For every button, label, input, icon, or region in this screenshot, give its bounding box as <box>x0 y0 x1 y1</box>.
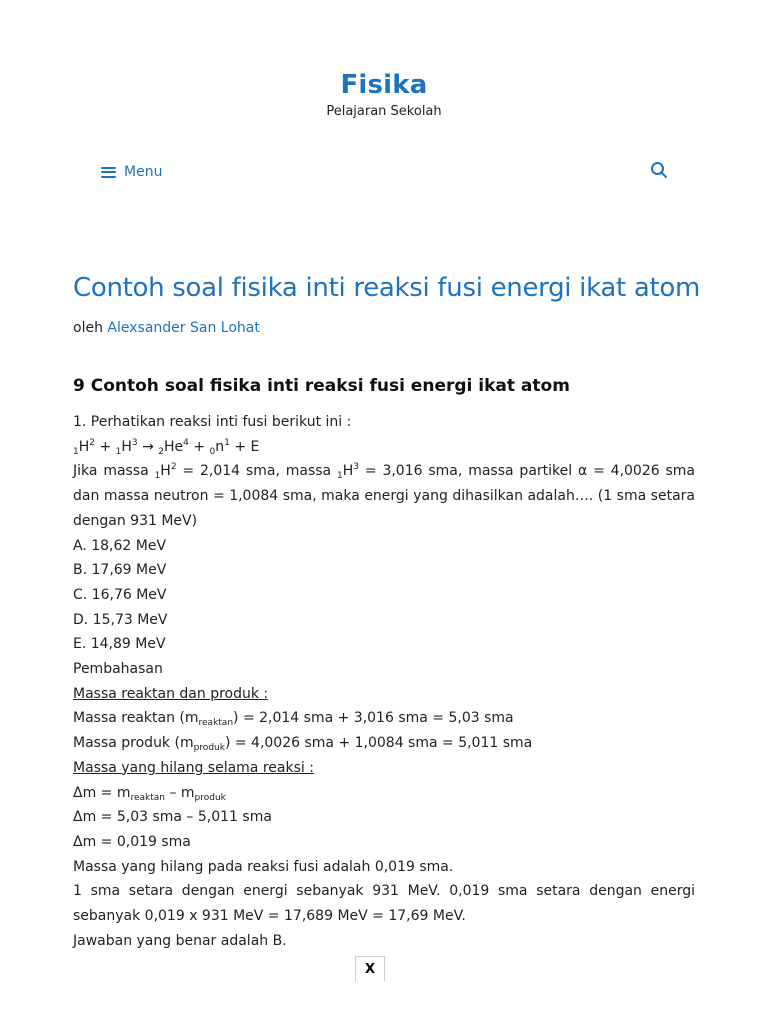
option-e: E. 14,89 MeV <box>73 636 166 653</box>
delta-m-result: Δm = 0,019 sma <box>73 833 191 850</box>
option-d: D. 15,73 MeV <box>73 611 168 628</box>
fusion-reaction: $_1H^2 + _1H^3 \to _2He^4 + _0n^1 + E$ <box>73 437 260 457</box>
answer-statement: Jawaban yang benar adalah B. <box>73 932 287 949</box>
byline <box>73 318 260 338</box>
energy-statement: 1 sma setara dengan energi sebanyak 931 MeV. 0,019 sma setara dengan energi sebanyak 0,019 x 931 MeV = 17,689 MeV = 17,69 MeV. <box>73 883 695 925</box>
search-button[interactable] <box>650 161 670 181</box>
question-intro: 1. Perhatikan reaksi inti fusi berikut ini : <box>73 414 352 430</box>
section-reactant-product: Massa reaktan dan produk : <box>73 685 269 702</box>
menu-toggle-button[interactable] <box>101 161 162 183</box>
option-b: B. 17,69 MeV <box>73 562 167 579</box>
close-ad-button[interactable]: X <box>355 956 385 981</box>
question-given: Jika massa $_1H^2 = 2,014$ sma, massa $_1H^3 = 3,016$ sma, massa partikel α = 4,0026 sma dan massa neutron = 1,0084 sma, maka energi yang dihasilkan adalah…. (1 sma setara dengan 931 MeV) <box>73 462 696 529</box>
delta-m-formula: $\Delta m = m_{reaktan} - m_{produk}$ <box>73 784 226 803</box>
hamburger-icon <box>101 167 116 178</box>
search-icon <box>650 161 668 179</box>
product-mass-line: Massa produk $(m_{produk}) = 4,0026$ sma + 1,0084 sma = 5,011 sma <box>73 735 533 754</box>
reactant-mass-line: Massa reaktan $(m_{reaktan}) = 2,014$ sma + 3,016 sma = 5,03 sma <box>73 710 514 729</box>
article-content <box>73 374 695 953</box>
section-mass-lost: Massa yang hilang selama reaksi : <box>73 759 314 776</box>
post-title: Contoh soal fisika inti reaksi fusi energi ikat atom <box>73 273 701 303</box>
byline-prefix: oleh <box>73 320 103 336</box>
mass-lost-statement: Massa yang hilang pada reaksi fusi adalah 0,019 sma. <box>73 858 454 875</box>
delta-m-substitution: Δm = 5,03 sma – 5,011 sma <box>73 809 272 826</box>
site-description: Pelajaran Sekolah <box>326 104 442 119</box>
author-link[interactable]: Alexsander San Lohat <box>107 320 260 336</box>
content-heading: 9 Contoh soal fisika inti reaksi fusi energi ikat atom <box>73 376 570 396</box>
discussion-label: Pembahasan <box>73 661 163 678</box>
option-a: A. 18,62 MeV <box>73 537 167 554</box>
menu-label: Menu <box>124 164 163 180</box>
option-c: C. 16,76 MeV <box>73 586 167 603</box>
site-title[interactable]: Fisika <box>340 70 428 100</box>
